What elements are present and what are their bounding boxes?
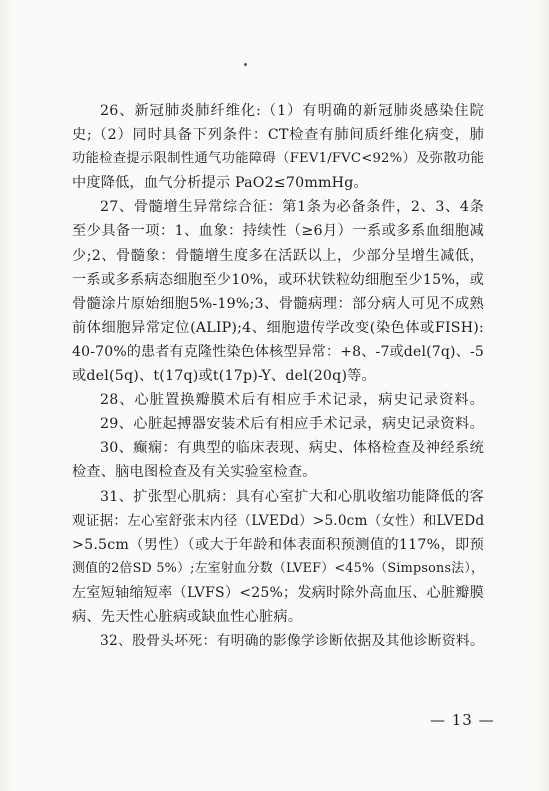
text-line: 27、骨髓增生异常综合征：第1条为必备条件，2、3、4条 [100,199,484,216]
paragraph-28 [72,388,484,412]
paragraph-29 [72,412,484,436]
paragraph-27 [72,195,484,388]
text-line: 少;2、骨髓象：骨髓增生度多在活跃以上，少部分呈增生减低， [72,247,484,264]
text-line: 26、新冠肺炎肺纤维化:（1）有明确的新冠肺炎感染住院 [100,103,484,119]
text-line: 至少具备一项：1、血象：持续性（≥6月）一系或多系血细胞减 [72,223,484,240]
text-line: 32、股骨头坏死：有明确的影像学诊断依据及其他诊断资料。 [100,633,484,650]
text-line: 29、心脏起搏器安装术后有相应手术记录，病史记录资料。 [100,416,484,433]
text-line: 28、心脏置换瓣膜术后有相应手术记录，病史记录资料。 [100,392,484,409]
paragraph-30 [72,436,484,484]
text-line: >5.5cm（男性）（或大于年龄和体表面积预测值的117%，即预 [72,536,484,553]
text-line: 31、扩张型心肌病：具有心室扩大和心肌收缩功能降低的客 [100,488,484,505]
paragraph-32 [72,629,484,653]
paragraph-31 [72,485,484,630]
text-line: 病、先天性心脏病或缺血性心脏病。 [72,608,303,625]
text-line: 检查、脑电图检查及有关实验室检查。 [72,464,317,481]
scan-speck [244,63,247,66]
text-line: 骨髓涂片原始细胞5%-19%;3、骨髓病理：部分病人可见不成熟 [72,295,484,312]
text-line: 30、癫痫：有典型的临床表现、病史、体格检查及神经系统 [100,440,484,457]
paragraph-26 [72,99,484,195]
text-line: 40-70%的患者有克隆性染色体核型异常：+8、-7或del(7q)、-5 [72,343,484,360]
text-line: 中度降低，血气分析提示 PaO2≤70mmHg。 [72,175,368,192]
text-line: 观证据：左心室舒张末内径（LVEDd）>5.0cm（女性）和LVEDd [72,512,485,529]
body-text [72,99,484,653]
text-line: 一系或多系病态细胞至少10%，或环状铁粒幼细胞至少15%，或 [72,271,484,288]
text-line: 前体细胞异常定位(ALIP);4、细胞遗传学改变(染色体或FISH): [72,319,484,336]
text-line: 史;（2）同时具备下列条件：CT检查有肺间质纤维化病变，肺 [72,127,484,144]
text-line: 测值的2倍SD 5%）;左室射血分数（LVEF）<45%（Simpsons法）， [72,560,484,576]
text-line: 或del(5q)、t(17q)或t(17p)-Y、del(20q)等。 [72,368,376,385]
text-line: 功能检查提示限制性通气功能障碍（FEV1/FVC<92%）及弥散功能 [72,151,484,167]
text-line: 左室短轴缩短率（LVFS）<25%；发病时除外高血压、心脏瓣膜 [72,584,484,601]
page-number: — 13 — [430,711,495,729]
